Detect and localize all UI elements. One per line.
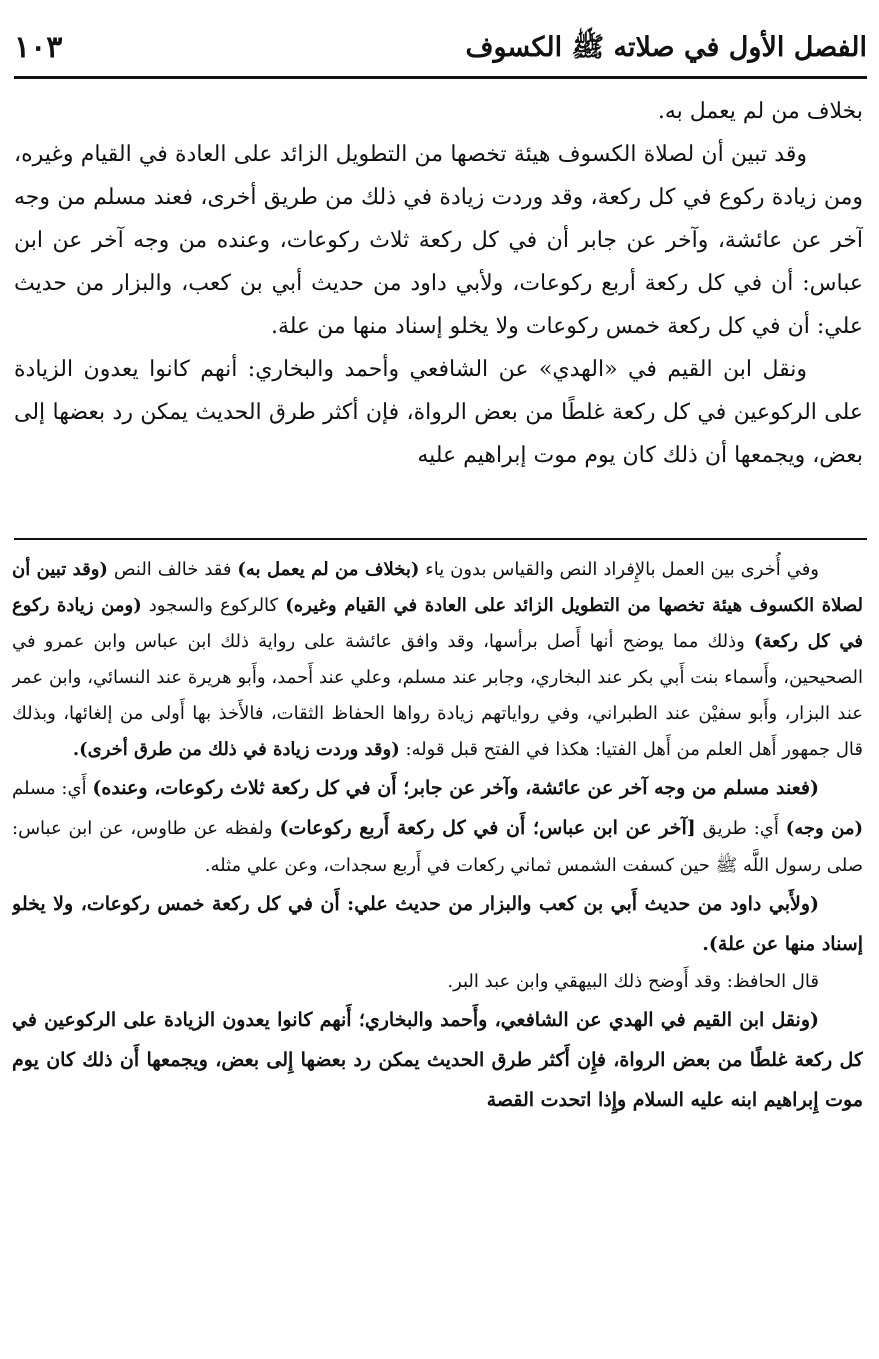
page-header [14,22,867,74]
quoted-matn: (وقد تبين أن لصلاة الكسوف هيئة تخصها من التطويل الزائد على العادة في القيام وغيره) [12,559,863,616]
commentary-text: فقد خالف النص [107,559,238,580]
main-text-body [14,90,863,530]
commentary-paragraph-3: (ولأَبي داود من حديث أَبي بن كعب والبزار من حديث علي: أَن في كل ركعة خمس ركوعات، ولا يخلو إسناد منها عن علة). [12,893,863,955]
quoted-matn: [آخر عن ابن عباس؛ أَن في كل ركعة أَربع ركوعات) [279,817,696,839]
quoted-matn: (وقد وردت زيادة في ذلك من طرق أخرى). [72,739,400,760]
commentary-text: أَي: مسلم [12,778,93,799]
commentary-paragraph-1 [12,552,863,768]
commentary-body [12,552,863,1322]
main-paragraph-1: بخلاف من لم يعمل به. [657,99,863,124]
main-paragraph-3: ونقل ابن القيم في «الهدي» عن الشافعي وأحمد والبخاري: أنهم كانوا يعدون الزيادة على الركوعين في كل ركعة غلطًا من بعض الرواة، فإن أكثر طرق الحديث يمكن رد بعضها إلى بعض، ويجمعها أن ذلك كان يوم موت إبراهيم عليه [14,357,863,468]
commentary-paragraph-5: (ونقل ابن القيم في الهدي عن الشافعي، وأَحمد والبخاري؛ أَنهم كانوا يعدون الزيادة على الركوعين في كل ركعة غلطًا من بعض الرواة، فإِن أَكثر طرق الحديث يمكن رد بعضها إِلى بعض، ويجمعها أَن ذلك كان يوم موت إِبراهيم ابنه عليه السلام وإِذا اتحدت القصة [12,1009,863,1111]
quoted-matn: (بخلاف من لم يعمل به) [237,559,420,580]
chapter-title: الفصل الأول في صلاته ﷺ الكسوف [465,32,867,63]
page-number: ١٠٣ [14,30,63,65]
commentary-paragraph-2 [12,768,863,884]
main-paragraph-2: وقد تبين أن لصلاة الكسوف هيئة تخصها من التطويل الزائد على العادة في القيام وغيره، ومن زيادة ركوع في كل ركعة، وقد وردت زيادة في ذلك من طريق أخرى، فعند مسلم من وجه آخر عن عائشة، وآخر عن جابر أن في كل ركعة ثلاث ركوعات، وعنده من وجه آخر عن ابن عباس: أن في كل ركعة أربع ركوعات، ولأبي داود من حديث أبي بن كعب، والبزار من حديث علي: أن في كل ركعة خمس ركوعات ولا يخلو إسناد منها من علة. [14,142,863,339]
quoted-matn: (فعند مسلم من وجه آخر عن عائشة، وآخر عن جابر؛ أَن في كل ركعة ثلاث ركوعات، وعنده) [92,777,819,799]
commentary-text: وفي أُخرى بين العمل بالإِفراد النص والقياس بدون ياء [419,559,820,580]
commentary-text: وذلك مما يوضح أنها أَصل برأسها، وقد وافق عائشة على رواية ذلك ابن عباس وابن عمرو في الصحيحين، وأَسماء بنت أَبي بكر عند البخاري، وجابر عند مسلم، وعلي عند أَحمد، وأَبو هريرة عند النسائي، وابن عمر عند البزار، وأَبو سفيْن عند الطبراني، وفي رواياتهم زيادة رواها الحفاظ الثقات، فالأَخذ بها أَولى من إلغائها، وبذلك قال جمهور أَهل العلم من أَهل الفتيا: هكذا في الفتح قبل قوله: [12,631,863,760]
header-divider [14,76,867,79]
quoted-matn: (من وجه) [785,818,863,839]
commentary-divider [14,538,867,540]
commentary-text: كالركوع والسجود [141,595,286,616]
quoted-matn: (ومن زيادة ركوع في كل ركعة) [12,595,863,652]
commentary-paragraph-4: قال الحافظ: وقد أَوضح ذلك البيهقي وابن عبد البر. [447,971,819,992]
commentary-text: ولفظه عن طاوس، عن ابن عباس: صلى رسول اللَّه ﷺ حين كسفت الشمس ثماني ركعات في أَربع سجدات، وعن علي مثله. [12,818,863,876]
commentary-text: أَي: طريق [695,818,786,839]
